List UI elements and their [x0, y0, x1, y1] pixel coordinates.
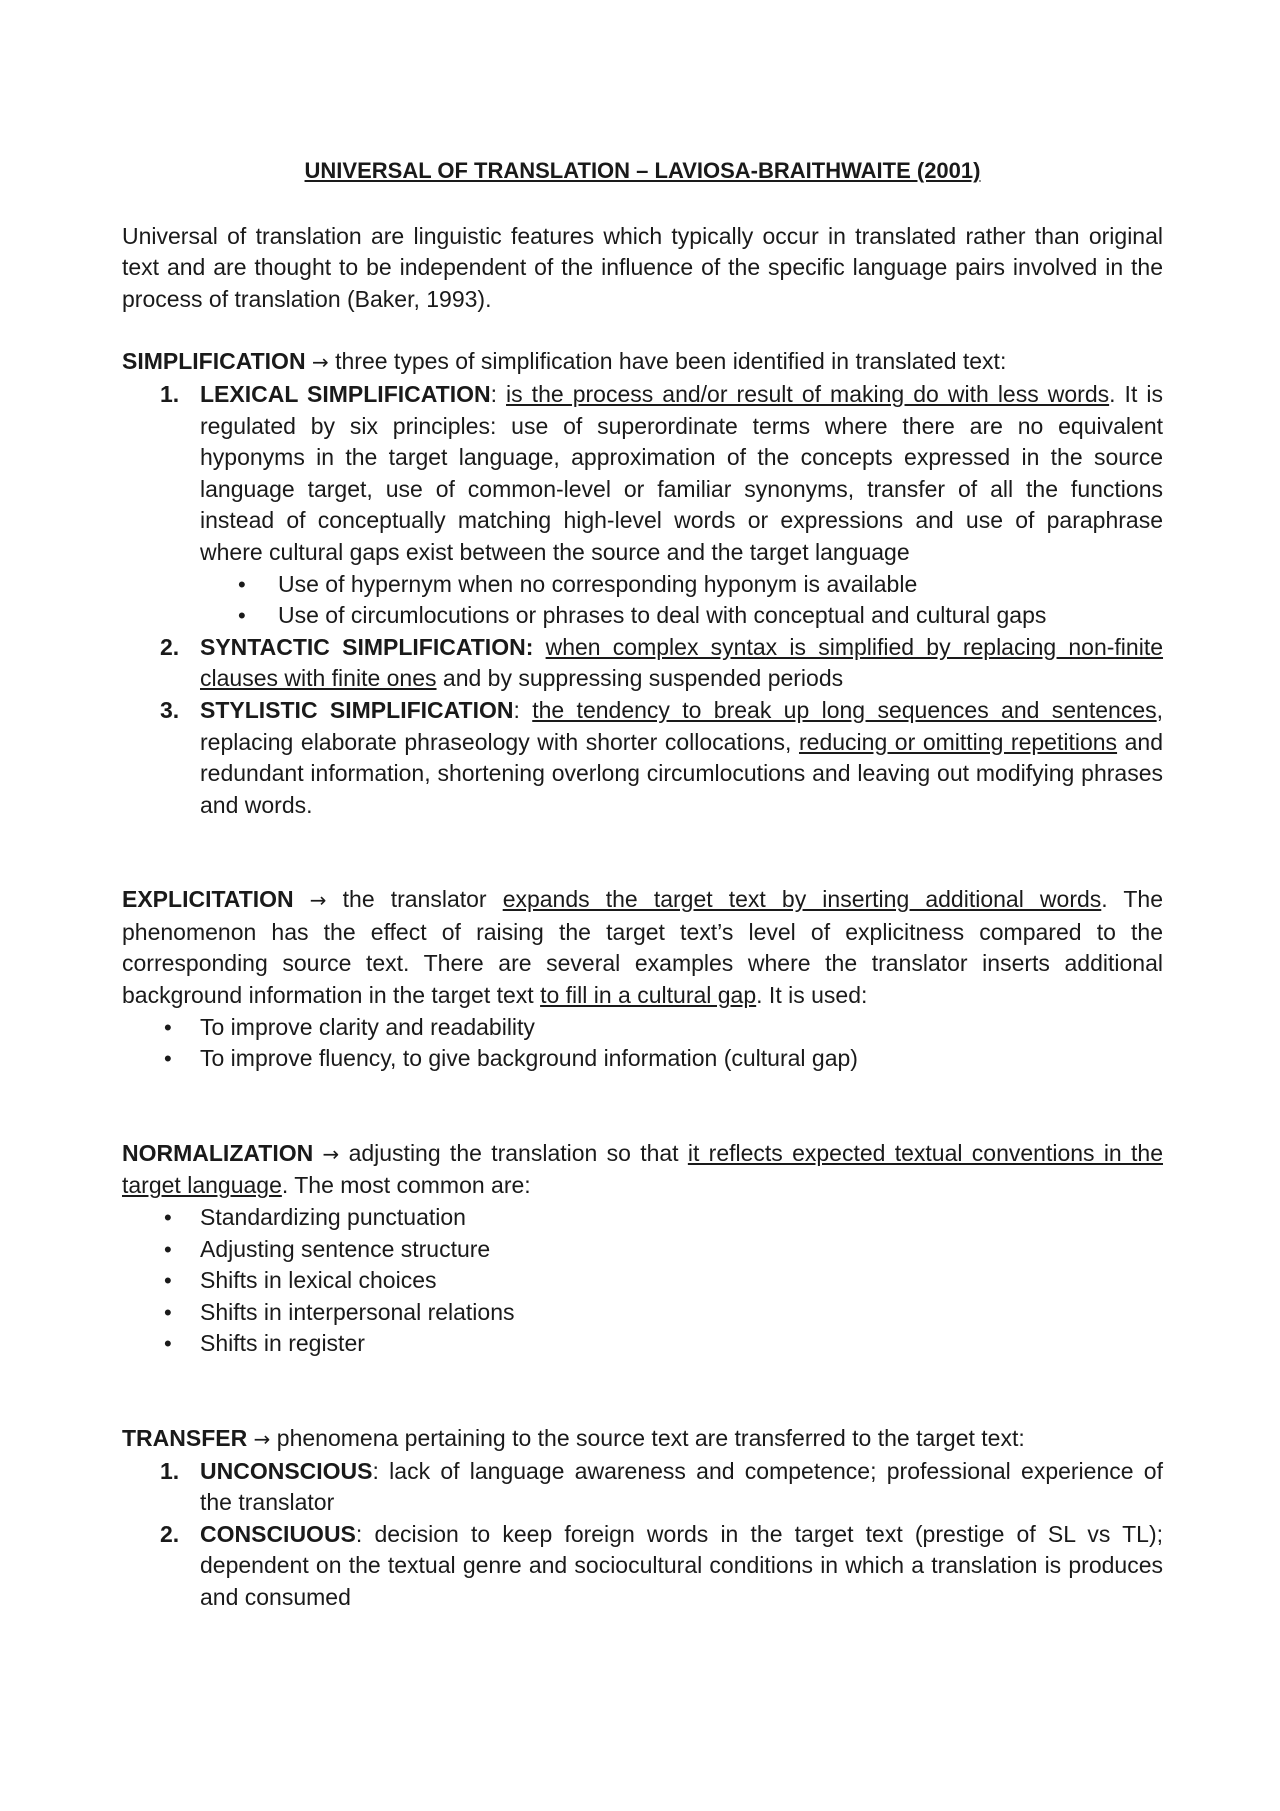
- list-item: 1. UNCONSCIOUS: lack of language awareness and competence; professional experience of the translator: [160, 1457, 1163, 1516]
- arrow-icon: →: [311, 350, 329, 375]
- explicitation-heading: EXPLICITATION: [122, 886, 294, 913]
- list-item: • Adjusting sentence structure: [122, 1234, 1163, 1266]
- explicitation-section: [122, 884, 1163, 1075]
- arrow-icon: →: [253, 1427, 271, 1451]
- list-item: 3. STYLISTIC SIMPLIFICATION: the tendency to break up long sequences and sentences, replacing elaborate phraseology with shorter collocations, reducing or omitting repetitions and redundant information, shortening overlong circumlocutions and leaving out modifying phrases and words.: [160, 696, 1164, 818]
- list-item: 2. CONSCIUOUS: decision to keep foreign words in the target text (prestige of SL vs TL); dependent on the textual genre and sociocultural conditions in which a translation is produces and consumed: [160, 1520, 1163, 1610]
- simplification-list: [122, 379, 1163, 569]
- transfer-list: [122, 1456, 1163, 1614]
- normalization-bullets: [122, 1202, 1163, 1360]
- list-item: • Standardizing punctuation: [122, 1202, 1163, 1234]
- normalization-section: [122, 1138, 1163, 1360]
- list-item: • Use of circumlocutions or phrases to deal with conceptual and cultural gaps: [122, 600, 1163, 632]
- explicitation-bullets: [122, 1012, 1163, 1075]
- list-item: • Shifts in interpersonal relations: [122, 1297, 1163, 1329]
- arrow-icon: →: [322, 1141, 340, 1166]
- list-item: 2. SYNTACTIC SIMPLIFICATION: when complex syntax is simplified by replacing non-finite clauses with finite ones and by suppressing suspended periods: [160, 633, 1164, 692]
- list-item: • Shifts in lexical choices: [122, 1265, 1163, 1297]
- document-title: UNIVERSAL OF TRANSLATION – LAVIOSA-BRAITHWAITE (2001): [304, 158, 981, 183]
- transfer-heading: TRANSFER: [122, 1425, 248, 1451]
- simplification-lead: SIMPLIFICATION → three types of simplification have been identified in translated text:: [122, 348, 1007, 375]
- list-item: 1. LEXICAL SIMPLIFICATION: is the process and/or result of making do with less words. It is regulated by six principles: use of superordinate terms where there are no equivalent hyponyms in the target language, approximation of the concepts expressed in the source language target, use of common-level or familiar synonyms, transfer of all the functions instead of conceptually matching high-level words or expressions and use of paraphrase where cultural gaps exist between the source and the target language: [160, 380, 1163, 565]
- arrow-icon: →: [309, 888, 327, 913]
- list-item: • Shifts in register: [122, 1328, 1163, 1360]
- intro-paragraph: Universal of translation are linguistic features which typically occur in translated rather than original text and are thought to be independent of the influence of the specific language pairs involved in the process of translation (Baker, 1993).: [122, 222, 1163, 312]
- list-item: • To improve fluency, to give background information (cultural gap): [122, 1043, 1163, 1075]
- list-item: • To improve clarity and readability: [122, 1012, 1163, 1044]
- normalization-heading: NORMALIZATION: [122, 1139, 314, 1166]
- simplification-heading: SIMPLIFICATION: [122, 348, 306, 375]
- list-item: • Use of hypernym when no corresponding hyponym is available: [122, 569, 1163, 601]
- simplification-section: [122, 346, 1163, 821]
- explicitation-paragraph: EXPLICITATION → the translator expands the target text by inserting additional words. The phenomenon has the effect of raising the target text’s level of explicitness compared to the corresponding source text. There are several examples where the translator inserts additional background information in the target text to fill in a cultural gap. It is used:: [122, 886, 1163, 1009]
- normalization-paragraph: NORMALIZATION → adjusting the translation so that it reflects expected textual conventions in the target language. The most common are:: [122, 1139, 1163, 1199]
- transfer-section: [122, 1423, 1163, 1614]
- lexical-bullets: [122, 569, 1163, 632]
- transfer-lead: TRANSFER → phenomena pertaining to the source text are transferred to the target text:: [122, 1425, 1025, 1451]
